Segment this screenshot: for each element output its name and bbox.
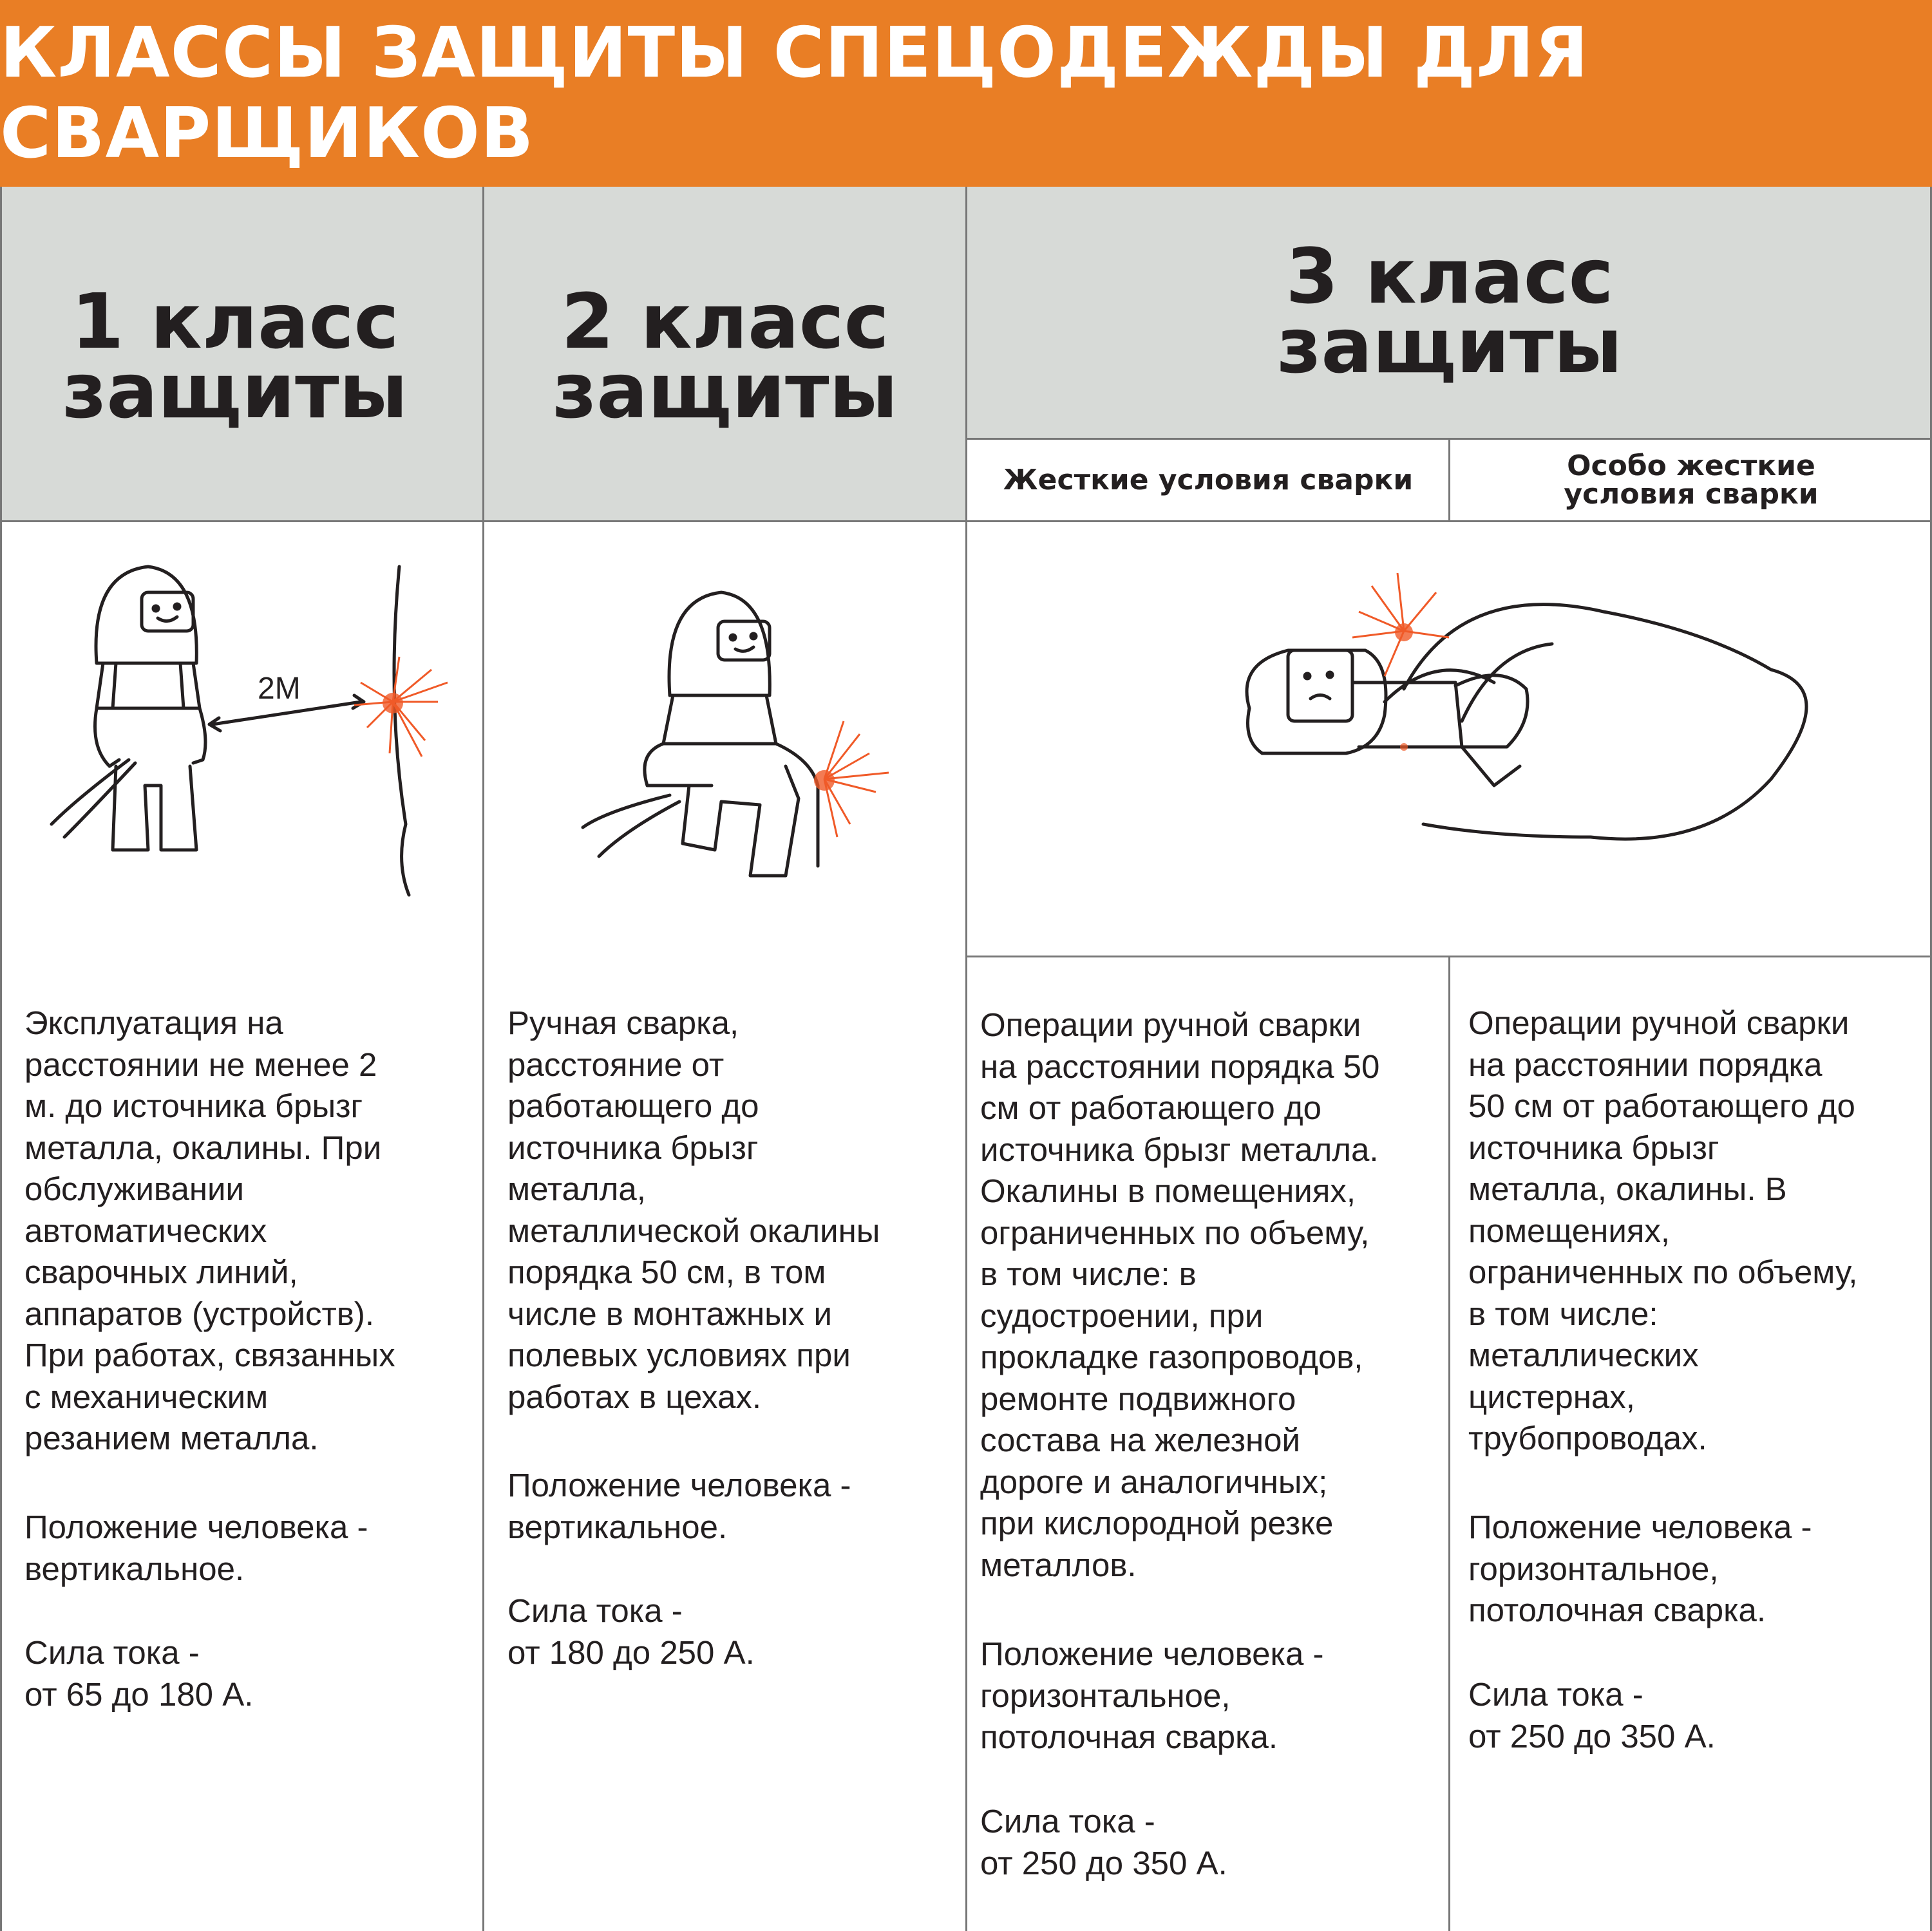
welder-standing-2m-icon — [39, 554, 451, 901]
welder-kneeling-icon — [567, 573, 914, 895]
class2-title-line2: защиты — [552, 346, 898, 435]
frame-left — [0, 187, 2, 1931]
class2-position: Положение человека - вертикальное. — [507, 1467, 851, 1545]
divider-3a — [1448, 438, 1450, 522]
class1-description: Эксплуатация на расстоянии не менее 2 м. до источника брызг металла, окалины. При обслуживании автоматических сварочных линий, аппаратов (устройств). При работах, связанных с механическим резанием металла. — [24, 1004, 395, 1456]
class3-title-line1: 3 класс — [1285, 232, 1614, 321]
class3-extreme-position: Положение человека - горизонтальное, потолочная сварка. — [1468, 1509, 1812, 1628]
class1-title-line2: защиты — [62, 346, 408, 435]
class3-sub-extreme-label-line2: условия сварки — [1564, 478, 1819, 511]
divider-2 — [965, 187, 967, 1931]
class3-extreme-description: Операции ручной сварки на расстоянии порядка 50 см от работающего до источника брызг металла, окалины. В помещениях, ограниченных по объему, в том числе: металлических цистернах, трубопроводах. — [1468, 1004, 1858, 1456]
class1-current: Сила тока - от 65 до 180 А. — [24, 1634, 254, 1713]
welder-lying-in-pipe-icon — [1191, 554, 1913, 876]
class2-title — [484, 277, 966, 435]
class3-title — [967, 232, 1932, 390]
class1-title — [0, 277, 470, 435]
class1-title-line1: 1 класс — [71, 277, 399, 366]
page-title: КЛАССЫ ЗАЩИТЫ СПЕЦОДЕЖДЫ ДЛЯ СВАРЩИКОВ — [0, 13, 1589, 174]
class3-harsh-current: Сила тока - от 250 до 350 А. — [980, 1803, 1227, 1881]
class3-sub-line — [966, 438, 1932, 440]
class3-title-line2: защиты — [1276, 301, 1623, 390]
class3-sub-extreme-label-line1: Особо жесткие — [1567, 449, 1815, 482]
class2-current: Сила тока - от 180 до 250 А. — [507, 1592, 755, 1671]
header-bottom-line — [0, 520, 1932, 522]
class3-sub-harsh-label: Жесткие условия сварки — [1003, 464, 1414, 496]
class3-sub-harsh — [967, 439, 1449, 522]
divider-1 — [482, 187, 484, 1931]
divider-3b — [1448, 956, 1450, 1931]
class3-illus-bottom-line — [966, 956, 1932, 957]
class1-position: Положение человека - вертикальное. — [24, 1509, 368, 1587]
distance-label: 2М — [258, 672, 301, 706]
class3-harsh-description: Операции ручной сварки на расстоянии порядка 50 см от работающего до источника брызг металла. Окалины в помещениях, ограниченных по объему, в том числе: в судостроении, при прокладке газопроводов, ремонте подвижного состава на железной дороге и аналогичных; при кислородной резке металлов. — [980, 1006, 1380, 1583]
class2-description: Ручная сварка, расстояние от работающего до источника брызг металла, металлической окалины порядка 50 см, в том числе в монтажных и полевых условиях при работах в цехах. — [507, 1004, 880, 1415]
class3-harsh-position: Положение человека - горизонтальное, потолочная сварка. — [980, 1635, 1324, 1755]
class2-title-line1: 2 класс — [561, 277, 889, 366]
class3-sub-extreme — [1450, 439, 1932, 522]
class3-extreme-current: Сила тока - от 250 до 350 А. — [1468, 1676, 1716, 1755]
